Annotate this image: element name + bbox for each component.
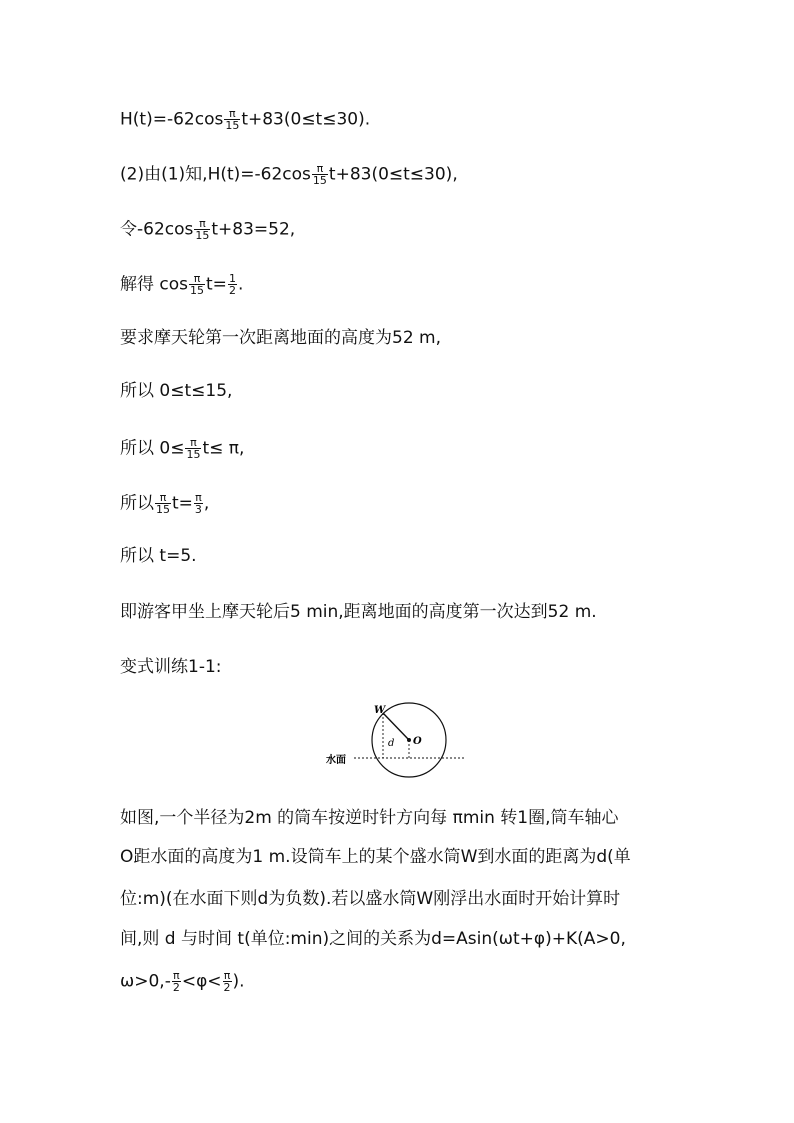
text: 即游客甲坐上摩天轮后5 min,距离地面的高度第一次达到52 m. [120, 602, 597, 622]
denominator: 2 [228, 284, 236, 297]
fraction [189, 273, 205, 296]
denominator: 15 [225, 119, 240, 132]
denominator: 15 [186, 448, 201, 461]
text: 位:m)(在水面下则d为负数).若以盛水筒W刚浮出水面时开始计算时 [120, 889, 621, 909]
equation-line-2 [120, 163, 458, 186]
text: 解得 cos [120, 274, 189, 295]
text: ). [232, 971, 245, 992]
numerator: π [224, 108, 240, 120]
text: t= [172, 493, 193, 514]
fraction [194, 492, 203, 515]
text: t= [206, 274, 227, 295]
numerator: 1 [228, 272, 236, 285]
numerator: π [185, 437, 201, 449]
label-water-surface: 水面 [326, 755, 346, 766]
numerator: π [194, 218, 210, 230]
label-o: O [413, 736, 422, 747]
equation-line-7 [120, 437, 244, 460]
text: 要求摩天轮第一次距离地面的高度为52 m, [120, 328, 441, 348]
fraction [223, 970, 232, 993]
paragraph-line-5 [120, 970, 245, 993]
text: (2)由(1)知,H(t)=-62cos [120, 164, 311, 185]
paragraph-line-3 [120, 891, 620, 908]
fraction [312, 163, 328, 186]
text: O距水面的高度为1 m.设筒车上的某个盛水筒W到水面的距离为d(单 [120, 847, 631, 867]
fraction [185, 437, 201, 460]
text: 所以 t=5. [120, 546, 197, 566]
denominator: 15 [190, 284, 205, 297]
fraction [155, 492, 171, 515]
text: 间,则 d 与时间 t(单位:min)之间的关系为d=Asin(ωt+φ)+K(A>0, [120, 929, 626, 949]
paragraph-line-1 [120, 810, 619, 827]
numerator: π [312, 163, 328, 175]
denominator: 3 [194, 503, 202, 516]
paragraph-line-4 [120, 931, 626, 948]
text: ω>0,- [120, 971, 171, 992]
water-wheel-figure [318, 696, 478, 786]
paragraph-line-2 [120, 849, 631, 866]
label-w: W [374, 705, 386, 716]
text: 变式训练1-1: [120, 657, 222, 677]
fraction [224, 108, 240, 131]
fraction [172, 970, 181, 993]
denominator: 15 [195, 229, 210, 242]
denominator: 15 [312, 174, 327, 187]
center-point [407, 738, 411, 742]
text: 所以 [120, 493, 154, 514]
radius-line [383, 713, 409, 740]
text: 如图,一个半径为2m 的筒车按逆时针方向每 πmin 转1圈,筒车轴心 [120, 808, 619, 828]
text: H(t)=-62cos [120, 109, 224, 130]
text: 令-62cos [120, 219, 194, 240]
section-heading [120, 659, 222, 676]
text: 所以 0≤t≤15, [120, 381, 233, 401]
text-line-9 [120, 548, 197, 565]
denominator: 15 [156, 503, 170, 516]
text: , [203, 493, 210, 514]
text-line-10 [120, 604, 597, 621]
fraction [228, 273, 237, 296]
text-line-5 [120, 330, 441, 347]
equation-line-4 [120, 273, 243, 296]
numerator: π [155, 492, 171, 504]
text: <φ< [181, 971, 222, 992]
text: t≤ π, [202, 438, 245, 459]
equation-line-1 [120, 108, 370, 131]
denominator: 2 [172, 981, 180, 994]
fraction [194, 218, 210, 241]
text: t+83(0≤t≤30). [241, 109, 371, 130]
text: . [237, 274, 244, 295]
denominator: 2 [223, 981, 231, 994]
text: t+83=52, [211, 219, 296, 240]
text: t+83(0≤t≤30), [328, 164, 458, 185]
equation-line-3 [120, 218, 295, 241]
label-d: d [388, 738, 395, 749]
numerator: π [189, 273, 205, 285]
text: 所以 0≤ [120, 438, 185, 459]
equation-line-8 [120, 492, 209, 515]
numerator: π [173, 969, 180, 982]
text-line-6 [120, 383, 232, 400]
numerator: π [195, 491, 202, 504]
numerator: π [223, 969, 231, 982]
